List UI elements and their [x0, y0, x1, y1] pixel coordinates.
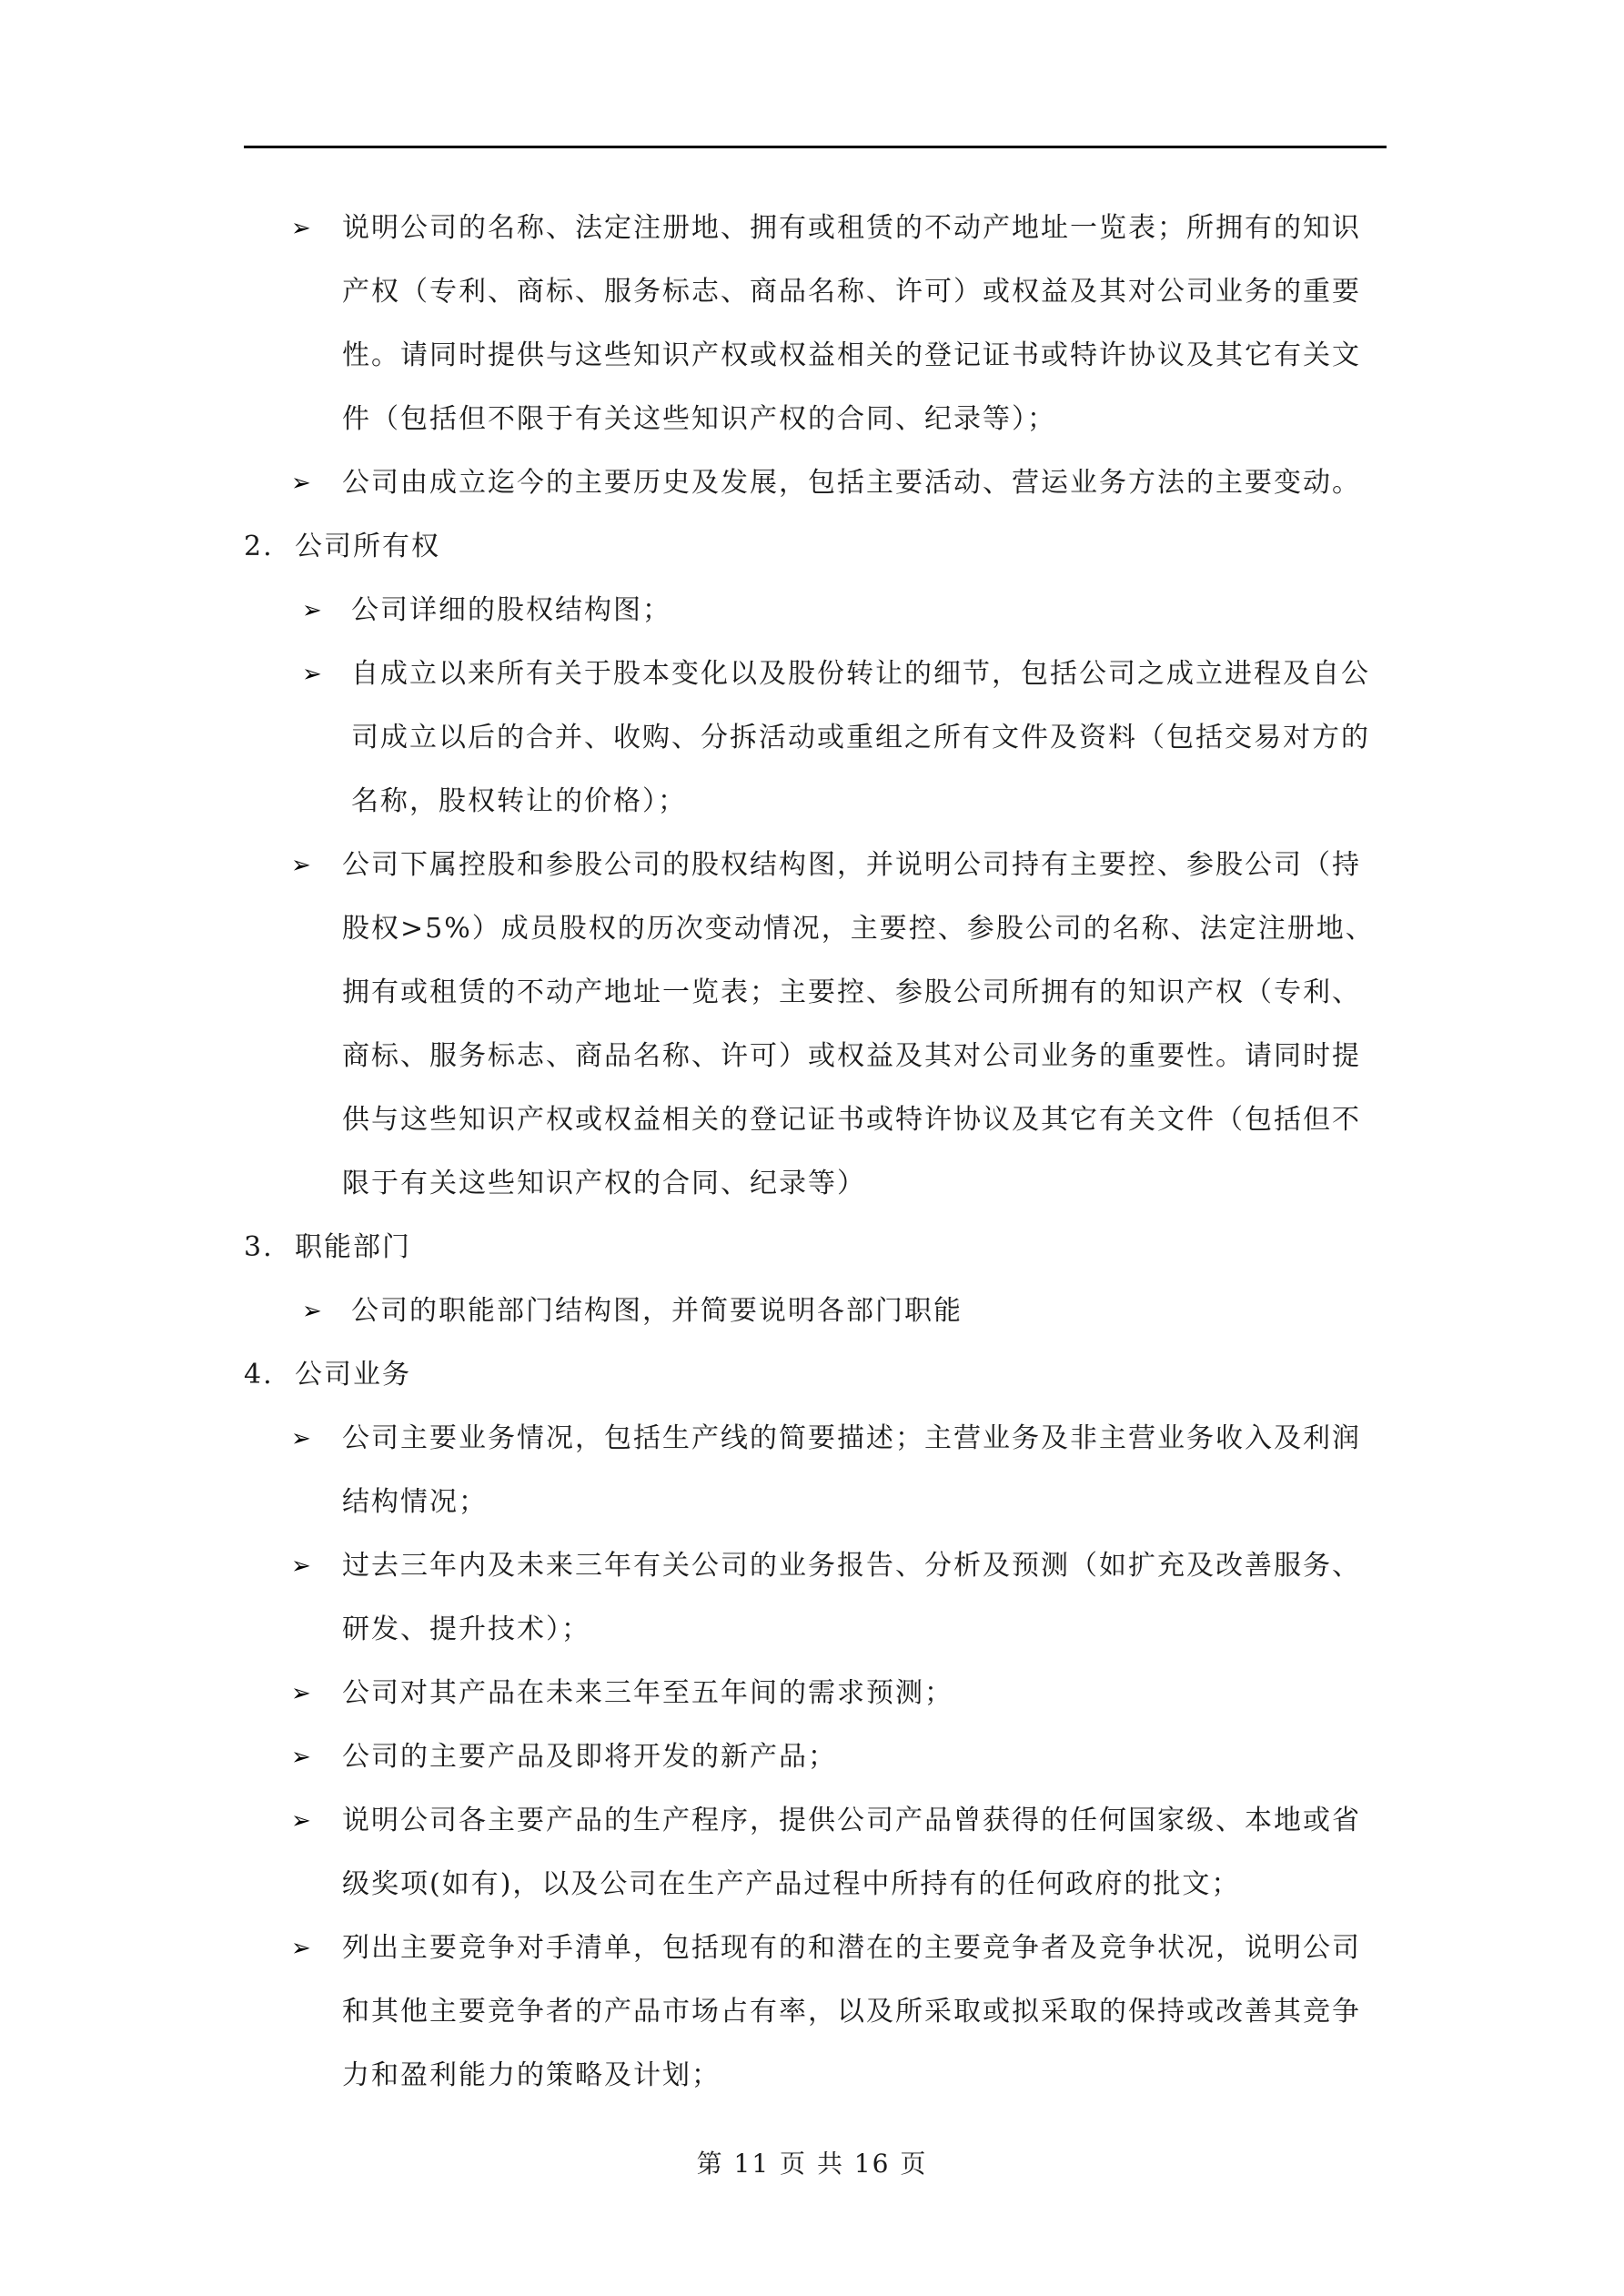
- arrow-bullet-icon: ➢: [291, 215, 311, 242]
- list-item-text: 公司主要业务情况，包括生产线的简要描述；主营业务及非主营业务收入及利润结构情况；: [342, 1422, 1361, 1518]
- list-item: [244, 579, 1387, 642]
- list-item-text: 公司对其产品在未来三年至五年间的需求预测；: [342, 1677, 953, 1709]
- list-item: [244, 642, 1387, 834]
- list-item-text: 公司下属控股和参股公司的股权结构图，并说明公司持有主要控、参股公司（持股权>5%）成员股权的历次变动情况，主要控、参股公司的名称、法定注册地、拥有或租赁的不动产地址一览表；主要控、参股公司所拥有的知识产权（专利、商标、服务标志、商品名称、许可）或权益及其对公司业务的重要性。请同时提供与这些知识产权或权益相关的登记证书或特许协议及其它有关文件（包括但不限于有关这些知识产权的合同、纪录等）: [342, 849, 1375, 1199]
- section-heading: [244, 515, 1387, 579]
- list-item: [244, 1279, 1387, 1343]
- list-item-text: 公司详细的股权结构图；: [351, 594, 671, 626]
- list-item: [244, 451, 1387, 515]
- document-body: [244, 197, 1387, 2108]
- list-item: [244, 834, 1387, 1216]
- section-number: 3.: [244, 1231, 274, 1263]
- section-title: 公司业务: [295, 1359, 411, 1391]
- list-item-text: 列出主要竞争对手清单，包括现有的和潜在的主要竞争者及竞争状况，说明公司和其他主要竞争者的产品市场占有率，以及所采取或拟采取的保持或改善其竞争力和盈利能力的策略及计划；: [342, 1932, 1361, 2091]
- section-number: 4.: [244, 1359, 274, 1391]
- header-rule: [244, 146, 1387, 148]
- section-number: 2.: [244, 531, 274, 562]
- section-title: 公司所有权: [295, 531, 440, 562]
- list-item: [244, 1662, 1387, 1725]
- list-item: [244, 1789, 1387, 1917]
- list-item-text: 自成立以来所有关于股本变化以及股份转让的细节，包括公司之成立进程及自公司成立以后的合并、收购、分拆活动或重组之所有文件及资料（包括交易对方的名称，股权转让的价格）；: [351, 658, 1370, 817]
- arrow-bullet-icon: ➢: [291, 1425, 311, 1452]
- arrow-bullet-icon: ➢: [291, 852, 311, 879]
- section-heading: [244, 1216, 1387, 1279]
- arrow-bullet-icon: ➢: [291, 1553, 311, 1580]
- list-item: [244, 1725, 1387, 1789]
- list-item: [244, 1917, 1387, 2108]
- arrow-bullet-icon: ➢: [291, 1744, 311, 1771]
- arrow-bullet-icon: ➢: [302, 661, 322, 688]
- list-item-text: 公司的职能部门结构图，并简要说明各部门职能: [351, 1295, 963, 1327]
- arrow-bullet-icon: ➢: [291, 1935, 311, 1962]
- list-item-text: 公司由成立迄今的主要历史及发展，包括主要活动、营运业务方法的主要变动。: [342, 467, 1361, 499]
- section-title: 职能部门: [295, 1231, 411, 1263]
- arrow-bullet-icon: ➢: [291, 1807, 311, 1835]
- arrow-bullet-icon: ➢: [302, 1298, 322, 1325]
- arrow-bullet-icon: ➢: [291, 470, 311, 497]
- list-item-text: 说明公司的名称、法定注册地、拥有或租赁的不动产地址一览表；所拥有的知识产权（专利、商标、服务标志、商品名称、许可）或权益及其对公司业务的重要性。请同时提供与这些知识产权或权益相关的登记证书或特许协议及其它有关文件（包括但不限于有关这些知识产权的合同、纪录等）；: [342, 212, 1361, 435]
- page-footer: 第 11 页 共 16 页: [696, 2149, 928, 2179]
- list-item-text: 说明公司各主要产品的生产程序，提供公司产品曾获得的任何国家级、本地或省级奖项(如有)，以及公司在生产产品过程中所持有的任何政府的批文；: [342, 1805, 1361, 1900]
- list-item: [244, 1407, 1387, 1534]
- list-item-text: 公司的主要产品及即将开发的新产品；: [342, 1741, 837, 1773]
- section-heading: [244, 1343, 1387, 1407]
- arrow-bullet-icon: ➢: [302, 597, 322, 624]
- list-item: [244, 1534, 1387, 1662]
- list-item: [244, 197, 1387, 451]
- arrow-bullet-icon: ➢: [291, 1680, 311, 1707]
- list-item-text: 过去三年内及未来三年有关公司的业务报告、分析及预测（如扩充及改善服务、研发、提升技术）；: [342, 1550, 1361, 1645]
